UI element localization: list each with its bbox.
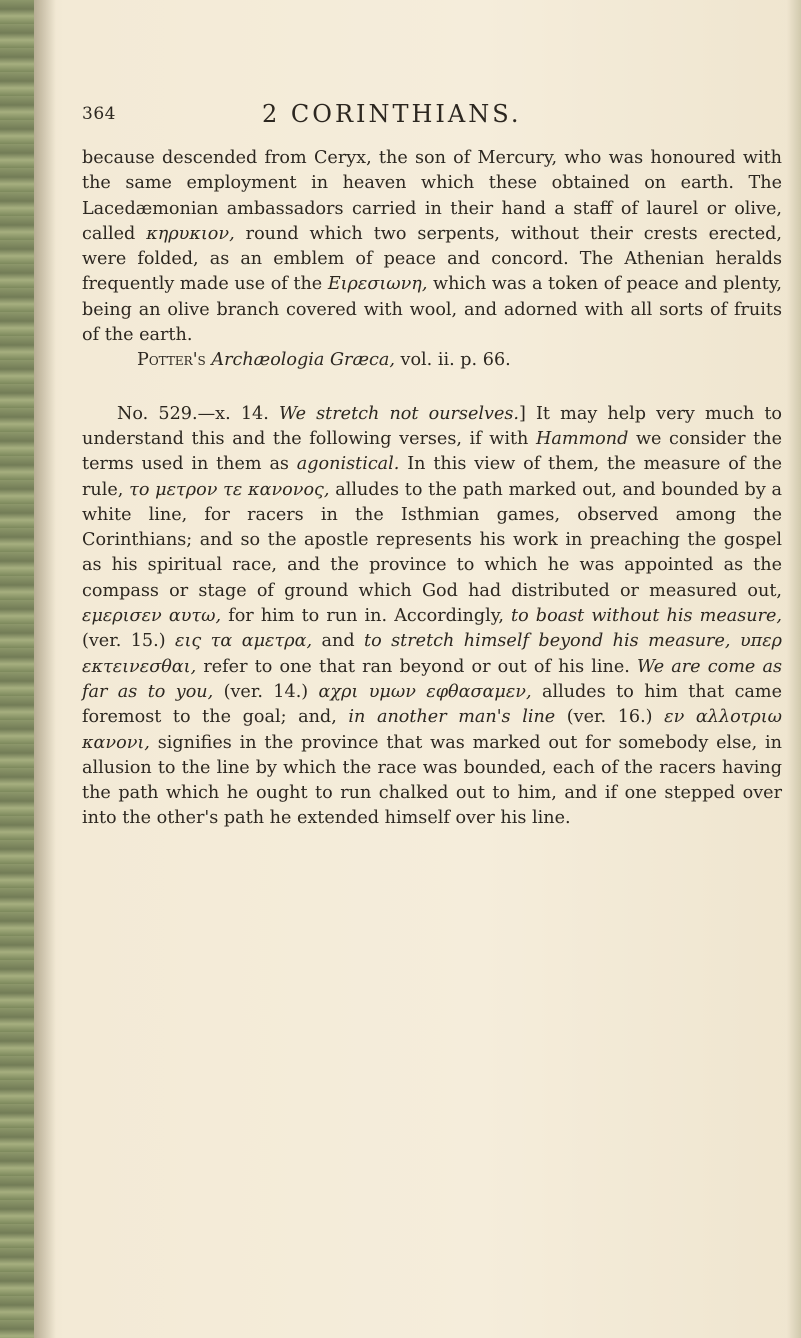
text-run: refer to one that ran beyond or out of his line. xyxy=(196,656,638,677)
text-run: alludes to him that came foremost to the goal; and, xyxy=(82,681,783,728)
verse-quote: to stretch himself beyond his measure, xyxy=(364,631,731,652)
text-run: alludes to the path marked out, and bounded by a white line, for racers in the Isthmian games, observed among the Corinthians; and so the apostle represents his work in preaching the gospel as his spiritual race, and the province to which he was appointed as the compass or stage of ground which God had distributed or measured out, xyxy=(82,479,782,601)
text-run: which was a token of peace and plenty, being an olive branch covered with wool, and adorned with all sorts of fruits of the earth. xyxy=(82,274,783,346)
text-run: because descended from Ceryx, the son of Mercury, who was honoured with the same employment in heaven which these obtained on earth. The Lacedæmonian ambassadors carried in their hand a staff of laurel or olive, called xyxy=(82,148,782,244)
greek-term: αχρι υμων εφθασαμεν, xyxy=(318,681,532,702)
page-right-edge xyxy=(787,0,801,1338)
name-hammond: Hammond xyxy=(535,428,629,449)
text-run: ] It may help very much to understand this and the following verses, if with xyxy=(82,403,783,449)
page-header xyxy=(82,100,732,140)
citation-work: Archæologia Græca, xyxy=(211,350,395,371)
text-run: for him to run in. Accordingly, xyxy=(221,606,512,627)
greek-term: εις τα αμετρα, xyxy=(175,631,313,652)
verse-quote: We are come as far as to you, xyxy=(82,656,782,702)
paragraph-gap xyxy=(82,374,782,402)
greek-term: εν αλλοτριω κανονι, xyxy=(82,707,782,753)
text-run: round which two serpents, without their crests erected, were folded, as an emblem of peace and concord. The Athenian heralds frequently made use of the xyxy=(82,223,782,295)
text-run xyxy=(730,631,739,651)
term-agonistical: agonistical. xyxy=(296,454,400,475)
citation-author: Potter's xyxy=(137,350,206,371)
body-text xyxy=(82,146,782,832)
gutter-shadow xyxy=(34,0,56,1338)
greek-term: Ειρεσιωνη, xyxy=(327,274,428,295)
text-run: (ver. 15.) xyxy=(82,631,176,652)
paragraph-entry-529 xyxy=(82,402,782,832)
text-run: In this view of them, the measure of the rule, xyxy=(82,454,782,500)
text-run: and xyxy=(312,631,365,652)
entry-number: No. 529.—x. 14. xyxy=(117,403,279,424)
greek-term: υπερ εκτεινεσθαι, xyxy=(82,631,782,677)
text-run: (ver. 16.) xyxy=(555,707,665,728)
text-run: (ver. 14.) xyxy=(213,681,319,702)
citation-line xyxy=(82,348,782,373)
greek-term: κηρυκιον, xyxy=(146,223,235,244)
book-binding-edge xyxy=(0,0,34,1338)
greek-term: το μετρον τε κανονος, xyxy=(129,479,330,500)
text-run: we consider the terms used in them as xyxy=(82,428,782,475)
page-number: 364 xyxy=(82,104,116,124)
verse-quote: We stretch not ourselves. xyxy=(278,403,519,424)
paragraph-heralds xyxy=(82,146,782,348)
running-title: 2 CORINTHIANS. xyxy=(262,100,522,128)
verse-quote: in another man's line xyxy=(348,707,556,728)
text-run: signifies in the province that was marked out for somebody else, in allusion to the line by which the race was bounded, each of the racers having the path which he ought to run chalked out to him, and if one stepped over into the other's path he extended himself over his line. xyxy=(82,732,782,829)
greek-term: εμερισεν αυτω, xyxy=(82,606,222,627)
citation-reference: vol. ii. p. 66. xyxy=(394,350,511,371)
verse-quote: to boast without his measure, xyxy=(511,606,783,627)
